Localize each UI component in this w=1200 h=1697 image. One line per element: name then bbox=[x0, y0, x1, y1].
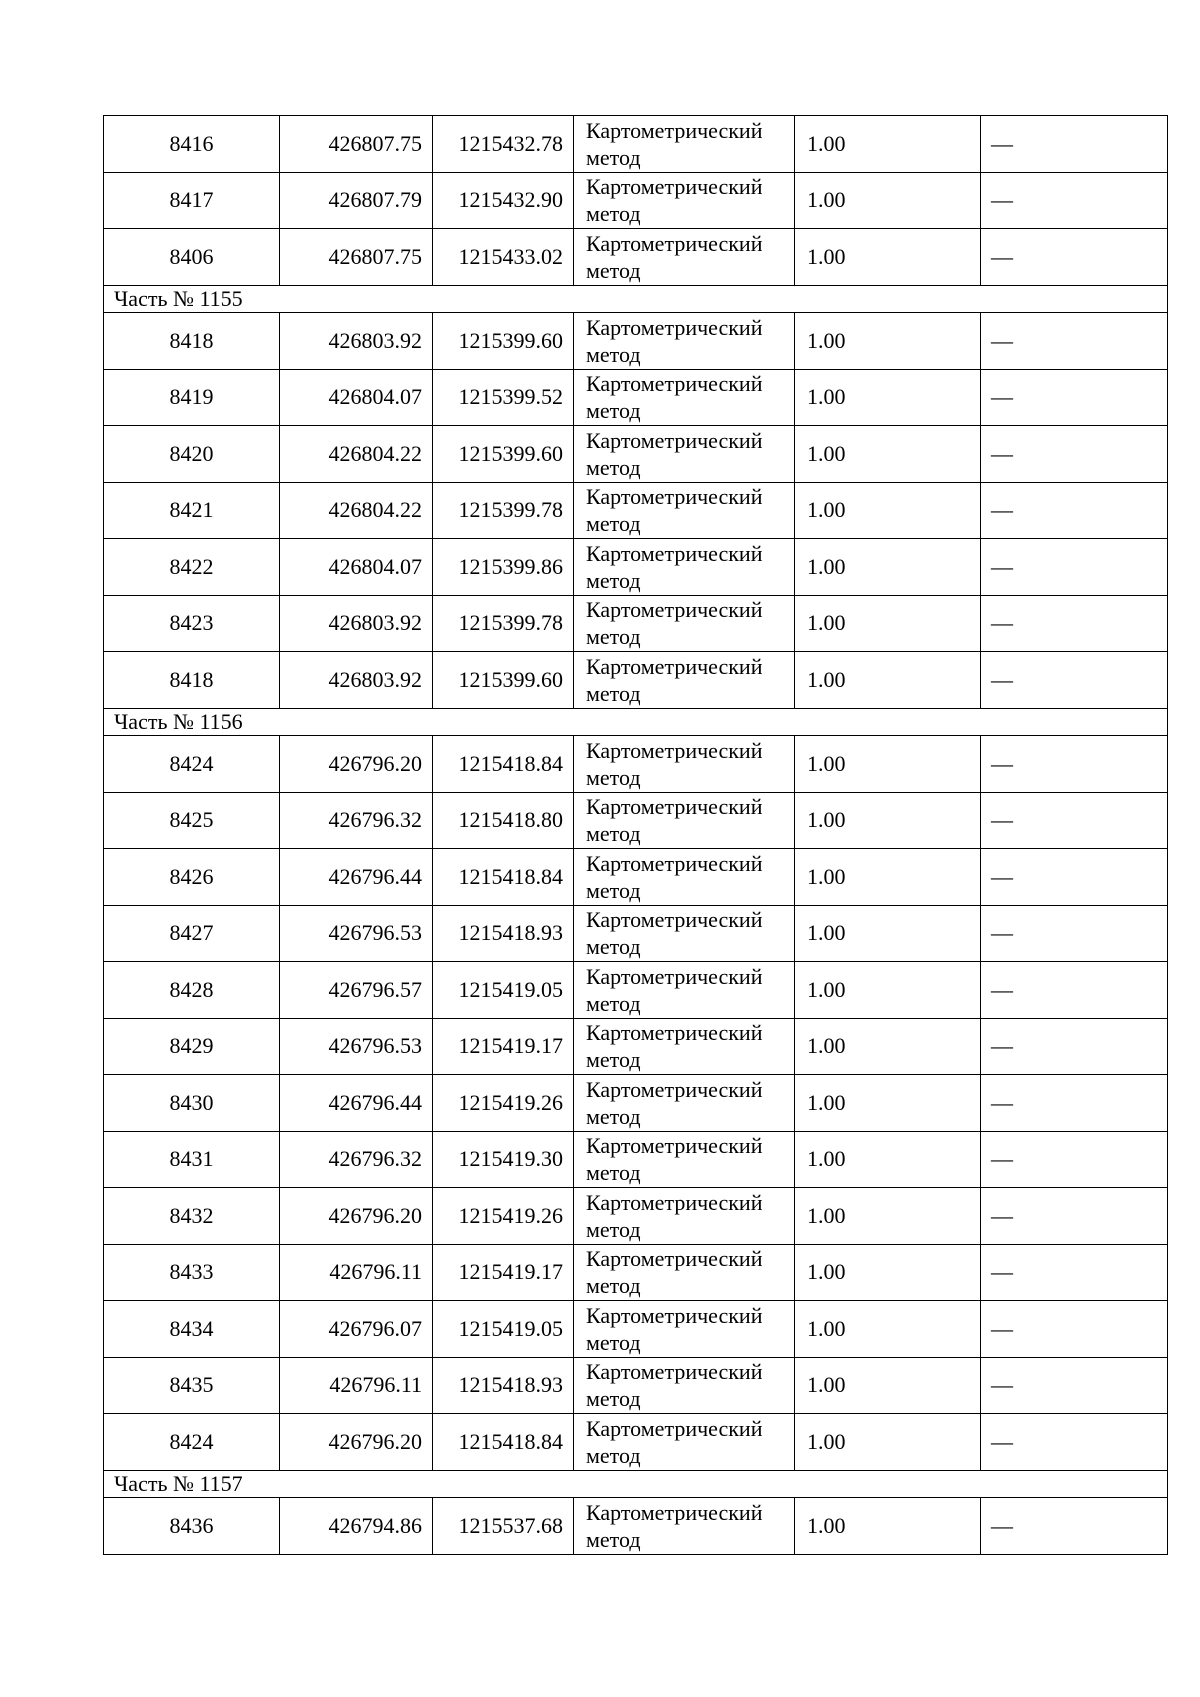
method-text-line: Картометрический bbox=[586, 907, 763, 933]
x-coordinate-cell: 426804.07 bbox=[280, 539, 433, 596]
y-coordinate-cell: 1215419.05 bbox=[433, 1301, 574, 1358]
accuracy-cell: 1.00 bbox=[795, 1244, 981, 1301]
method-text-line: метод bbox=[586, 934, 641, 960]
accuracy-cell: 1.00 bbox=[795, 792, 981, 849]
point-number-cell: 8406 bbox=[104, 229, 280, 286]
method-text-line: Картометрический bbox=[586, 174, 763, 200]
section-label: Часть № 1156 bbox=[104, 708, 1168, 736]
accuracy-cell: 1.00 bbox=[795, 1357, 981, 1414]
section-label: Часть № 1155 bbox=[104, 285, 1168, 313]
method-text-line: Картометрический bbox=[586, 1359, 763, 1385]
section-header-row bbox=[104, 285, 1168, 313]
note-cell: — bbox=[981, 849, 1168, 906]
method-text-line: метод bbox=[586, 1103, 641, 1129]
x-coordinate-cell: 426807.79 bbox=[280, 172, 433, 229]
y-coordinate-cell: 1215418.84 bbox=[433, 1414, 574, 1471]
accuracy-cell: 1.00 bbox=[795, 962, 981, 1019]
table-row bbox=[104, 652, 1168, 709]
x-coordinate-cell: 426807.75 bbox=[280, 116, 433, 173]
point-number-cell: 8416 bbox=[104, 116, 280, 173]
point-number-cell: 8421 bbox=[104, 482, 280, 539]
method-cell bbox=[574, 482, 795, 539]
method-cell bbox=[574, 962, 795, 1019]
method-cell bbox=[574, 1188, 795, 1245]
x-coordinate-cell: 426804.22 bbox=[280, 426, 433, 483]
note-cell: — bbox=[981, 172, 1168, 229]
table-row bbox=[104, 539, 1168, 596]
accuracy-cell: 1.00 bbox=[795, 1131, 981, 1188]
x-coordinate-cell: 426796.32 bbox=[280, 792, 433, 849]
method-text-line: метод bbox=[586, 144, 641, 170]
y-coordinate-cell: 1215418.84 bbox=[433, 736, 574, 793]
method-text-line: метод bbox=[586, 567, 641, 593]
method-cell bbox=[574, 595, 795, 652]
x-coordinate-cell: 426796.32 bbox=[280, 1131, 433, 1188]
table-row bbox=[104, 116, 1168, 173]
y-coordinate-cell: 1215419.17 bbox=[433, 1018, 574, 1075]
y-coordinate-cell: 1215418.93 bbox=[433, 905, 574, 962]
table-row bbox=[104, 792, 1168, 849]
method-text-line: метод bbox=[586, 877, 641, 903]
note-cell: — bbox=[981, 369, 1168, 426]
x-coordinate-cell: 426796.20 bbox=[280, 1188, 433, 1245]
note-cell: — bbox=[981, 313, 1168, 370]
note-cell: — bbox=[981, 482, 1168, 539]
method-cell bbox=[574, 1075, 795, 1132]
method-text-line: метод bbox=[586, 680, 641, 706]
point-number-cell: 8432 bbox=[104, 1188, 280, 1245]
accuracy-cell: 1.00 bbox=[795, 172, 981, 229]
accuracy-cell: 1.00 bbox=[795, 426, 981, 483]
accuracy-cell: 1.00 bbox=[795, 1414, 981, 1471]
point-number-cell: 8423 bbox=[104, 595, 280, 652]
accuracy-cell: 1.00 bbox=[795, 229, 981, 286]
point-number-cell: 8424 bbox=[104, 1414, 280, 1471]
table-row bbox=[104, 1498, 1168, 1555]
table-row bbox=[104, 962, 1168, 1019]
method-cell bbox=[574, 1357, 795, 1414]
method-text-line: метод bbox=[586, 257, 641, 283]
method-text-line: метод bbox=[586, 1160, 641, 1186]
note-cell: — bbox=[981, 426, 1168, 483]
x-coordinate-cell: 426803.92 bbox=[280, 595, 433, 652]
method-text-line: метод bbox=[586, 398, 641, 424]
y-coordinate-cell: 1215537.68 bbox=[433, 1498, 574, 1555]
method-text-line: Картометрический bbox=[586, 484, 763, 510]
method-text-line: метод bbox=[586, 454, 641, 480]
table-row bbox=[104, 849, 1168, 906]
method-text-line: Картометрический bbox=[586, 314, 763, 340]
accuracy-cell: 1.00 bbox=[795, 1018, 981, 1075]
accuracy-cell: 1.00 bbox=[795, 736, 981, 793]
method-text-line: метод bbox=[586, 511, 641, 537]
method-text-line: метод bbox=[586, 624, 641, 650]
x-coordinate-cell: 426803.92 bbox=[280, 313, 433, 370]
accuracy-cell: 1.00 bbox=[795, 313, 981, 370]
x-coordinate-cell: 426796.07 bbox=[280, 1301, 433, 1358]
method-text-line: Картометрический bbox=[586, 737, 763, 763]
method-cell bbox=[574, 652, 795, 709]
accuracy-cell: 1.00 bbox=[795, 905, 981, 962]
note-cell: — bbox=[981, 962, 1168, 1019]
accuracy-cell: 1.00 bbox=[795, 1188, 981, 1245]
table-row bbox=[104, 229, 1168, 286]
method-text-line: Картометрический bbox=[586, 963, 763, 989]
point-number-cell: 8424 bbox=[104, 736, 280, 793]
x-coordinate-cell: 426796.57 bbox=[280, 962, 433, 1019]
x-coordinate-cell: 426796.44 bbox=[280, 1075, 433, 1132]
note-cell: — bbox=[981, 1018, 1168, 1075]
point-number-cell: 8422 bbox=[104, 539, 280, 596]
table-row bbox=[104, 1131, 1168, 1188]
method-text-line: метод bbox=[586, 821, 641, 847]
note-cell: — bbox=[981, 1414, 1168, 1471]
note-cell: — bbox=[981, 1301, 1168, 1358]
y-coordinate-cell: 1215399.60 bbox=[433, 426, 574, 483]
accuracy-cell: 1.00 bbox=[795, 1498, 981, 1555]
method-text-line: метод bbox=[586, 990, 641, 1016]
y-coordinate-cell: 1215419.26 bbox=[433, 1188, 574, 1245]
x-coordinate-cell: 426803.92 bbox=[280, 652, 433, 709]
y-coordinate-cell: 1215419.17 bbox=[433, 1244, 574, 1301]
method-cell bbox=[574, 116, 795, 173]
table-row bbox=[104, 426, 1168, 483]
method-cell bbox=[574, 313, 795, 370]
y-coordinate-cell: 1215418.93 bbox=[433, 1357, 574, 1414]
method-text-line: Картометрический bbox=[586, 371, 763, 397]
table-row bbox=[104, 1301, 1168, 1358]
point-number-cell: 8427 bbox=[104, 905, 280, 962]
note-cell: — bbox=[981, 539, 1168, 596]
y-coordinate-cell: 1215418.84 bbox=[433, 849, 574, 906]
y-coordinate-cell: 1215399.52 bbox=[433, 369, 574, 426]
x-coordinate-cell: 426796.11 bbox=[280, 1244, 433, 1301]
method-text-line: Картометрический bbox=[586, 850, 763, 876]
method-text-line: Картометрический bbox=[586, 1246, 763, 1272]
accuracy-cell: 1.00 bbox=[795, 595, 981, 652]
table-row bbox=[104, 1414, 1168, 1471]
method-cell bbox=[574, 426, 795, 483]
y-coordinate-cell: 1215419.30 bbox=[433, 1131, 574, 1188]
y-coordinate-cell: 1215419.05 bbox=[433, 962, 574, 1019]
coordinates-table-body bbox=[104, 116, 1168, 1555]
method-text-line: метод bbox=[586, 1273, 641, 1299]
method-text-line: Картометрический bbox=[586, 794, 763, 820]
y-coordinate-cell: 1215418.80 bbox=[433, 792, 574, 849]
y-coordinate-cell: 1215432.78 bbox=[433, 116, 574, 173]
point-number-cell: 8429 bbox=[104, 1018, 280, 1075]
y-coordinate-cell: 1215433.02 bbox=[433, 229, 574, 286]
table-row bbox=[104, 482, 1168, 539]
method-cell bbox=[574, 1414, 795, 1471]
method-text-line: Картометрический bbox=[586, 427, 763, 453]
table-row bbox=[104, 172, 1168, 229]
note-cell: — bbox=[981, 1498, 1168, 1555]
method-text-line: Картометрический bbox=[586, 230, 763, 256]
method-text-line: метод bbox=[586, 1442, 641, 1468]
method-text-line: метод bbox=[586, 1216, 641, 1242]
accuracy-cell: 1.00 bbox=[795, 1075, 981, 1132]
note-cell: — bbox=[981, 736, 1168, 793]
point-number-cell: 8436 bbox=[104, 1498, 280, 1555]
method-cell bbox=[574, 736, 795, 793]
method-text-line: метод bbox=[586, 764, 641, 790]
table-row bbox=[104, 1244, 1168, 1301]
note-cell: — bbox=[981, 1188, 1168, 1245]
method-text-line: Картометрический bbox=[586, 117, 763, 143]
method-cell bbox=[574, 849, 795, 906]
section-header-row bbox=[104, 708, 1168, 736]
method-cell bbox=[574, 1131, 795, 1188]
y-coordinate-cell: 1215399.60 bbox=[433, 313, 574, 370]
point-number-cell: 8417 bbox=[104, 172, 280, 229]
point-number-cell: 8433 bbox=[104, 1244, 280, 1301]
note-cell: — bbox=[981, 1131, 1168, 1188]
x-coordinate-cell: 426804.07 bbox=[280, 369, 433, 426]
table-row bbox=[104, 595, 1168, 652]
method-text-line: Картометрический bbox=[586, 1302, 763, 1328]
method-text-line: метод bbox=[586, 1386, 641, 1412]
x-coordinate-cell: 426796.44 bbox=[280, 849, 433, 906]
method-text-line: метод bbox=[586, 201, 641, 227]
method-text-line: метод bbox=[586, 1526, 641, 1552]
section-label: Часть № 1157 bbox=[104, 1470, 1168, 1498]
method-cell bbox=[574, 172, 795, 229]
y-coordinate-cell: 1215399.60 bbox=[433, 652, 574, 709]
point-number-cell: 8420 bbox=[104, 426, 280, 483]
coordinates-table bbox=[103, 115, 1168, 1555]
method-text-line: Картометрический bbox=[586, 653, 763, 679]
x-coordinate-cell: 426796.53 bbox=[280, 1018, 433, 1075]
x-coordinate-cell: 426796.20 bbox=[280, 736, 433, 793]
accuracy-cell: 1.00 bbox=[795, 1301, 981, 1358]
x-coordinate-cell: 426796.53 bbox=[280, 905, 433, 962]
accuracy-cell: 1.00 bbox=[795, 652, 981, 709]
point-number-cell: 8428 bbox=[104, 962, 280, 1019]
method-text-line: Картометрический bbox=[586, 1415, 763, 1441]
note-cell: — bbox=[981, 595, 1168, 652]
accuracy-cell: 1.00 bbox=[795, 369, 981, 426]
method-cell bbox=[574, 905, 795, 962]
method-text-line: Картометрический bbox=[586, 1499, 763, 1525]
table-row bbox=[104, 1018, 1168, 1075]
note-cell: — bbox=[981, 652, 1168, 709]
point-number-cell: 8425 bbox=[104, 792, 280, 849]
method-cell bbox=[574, 792, 795, 849]
note-cell: — bbox=[981, 1357, 1168, 1414]
method-text-line: Картометрический bbox=[586, 1020, 763, 1046]
table-row bbox=[104, 905, 1168, 962]
table-row bbox=[104, 1357, 1168, 1414]
method-text-line: метод bbox=[586, 1329, 641, 1355]
x-coordinate-cell: 426807.75 bbox=[280, 229, 433, 286]
note-cell: — bbox=[981, 116, 1168, 173]
method-cell bbox=[574, 1244, 795, 1301]
y-coordinate-cell: 1215399.78 bbox=[433, 595, 574, 652]
table-row bbox=[104, 1188, 1168, 1245]
x-coordinate-cell: 426796.11 bbox=[280, 1357, 433, 1414]
point-number-cell: 8418 bbox=[104, 313, 280, 370]
method-cell bbox=[574, 539, 795, 596]
method-text-line: Картометрический bbox=[586, 1189, 763, 1215]
method-text-line: метод bbox=[586, 341, 641, 367]
method-text-line: Картометрический bbox=[586, 597, 763, 623]
y-coordinate-cell: 1215419.26 bbox=[433, 1075, 574, 1132]
accuracy-cell: 1.00 bbox=[795, 539, 981, 596]
point-number-cell: 8419 bbox=[104, 369, 280, 426]
method-cell bbox=[574, 1301, 795, 1358]
y-coordinate-cell: 1215399.86 bbox=[433, 539, 574, 596]
method-cell bbox=[574, 1498, 795, 1555]
x-coordinate-cell: 426796.20 bbox=[280, 1414, 433, 1471]
point-number-cell: 8430 bbox=[104, 1075, 280, 1132]
x-coordinate-cell: 426794.86 bbox=[280, 1498, 433, 1555]
point-number-cell: 8434 bbox=[104, 1301, 280, 1358]
method-cell bbox=[574, 1018, 795, 1075]
note-cell: — bbox=[981, 1244, 1168, 1301]
point-number-cell: 8435 bbox=[104, 1357, 280, 1414]
section-header-row bbox=[104, 1470, 1168, 1498]
note-cell: — bbox=[981, 229, 1168, 286]
y-coordinate-cell: 1215432.90 bbox=[433, 172, 574, 229]
note-cell: — bbox=[981, 792, 1168, 849]
y-coordinate-cell: 1215399.78 bbox=[433, 482, 574, 539]
x-coordinate-cell: 426804.22 bbox=[280, 482, 433, 539]
method-text-line: Картометрический bbox=[586, 1076, 763, 1102]
accuracy-cell: 1.00 bbox=[795, 482, 981, 539]
method-cell bbox=[574, 369, 795, 426]
table-row bbox=[104, 369, 1168, 426]
method-text-line: Картометрический bbox=[586, 1133, 763, 1159]
point-number-cell: 8426 bbox=[104, 849, 280, 906]
table-row bbox=[104, 313, 1168, 370]
point-number-cell: 8418 bbox=[104, 652, 280, 709]
method-text-line: Картометрический bbox=[586, 540, 763, 566]
table-row bbox=[104, 1075, 1168, 1132]
note-cell: — bbox=[981, 905, 1168, 962]
method-cell bbox=[574, 229, 795, 286]
accuracy-cell: 1.00 bbox=[795, 116, 981, 173]
point-number-cell: 8431 bbox=[104, 1131, 280, 1188]
note-cell: — bbox=[981, 1075, 1168, 1132]
table-row bbox=[104, 736, 1168, 793]
method-text-line: метод bbox=[586, 1047, 641, 1073]
accuracy-cell: 1.00 bbox=[795, 849, 981, 906]
